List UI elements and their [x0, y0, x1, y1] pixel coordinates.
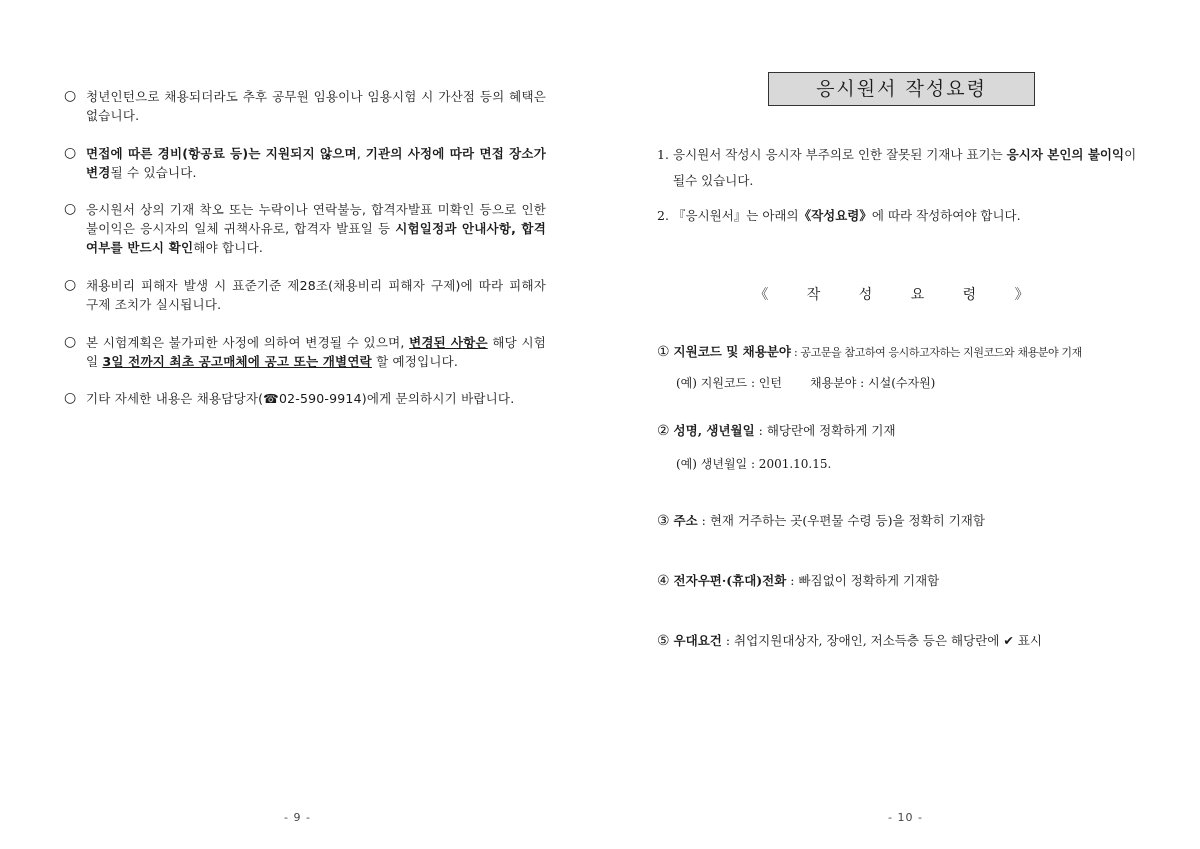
- notice-text: 기타 자세한 내용은 채용담당자(☎02-590-9914)에게 문의하시기 바랍니다.: [86, 391, 515, 406]
- guide-item-4: [657, 572, 1157, 590]
- guide-item-1: [657, 343, 1157, 362]
- circled-number: ④: [657, 573, 670, 589]
- notice-item-4: [64, 276, 546, 314]
- circle-bullet-icon: ○: [64, 145, 77, 161]
- intro-bold-text: 응시자 본인의 불이익: [1006, 147, 1125, 162]
- notice-text: 청년인턴으로 채용되더라도 추후 공무원 임용이나 임용시험 시 가산점 등의 혜택은 없습니다.: [86, 89, 546, 123]
- notice-bold-text: 시험일정과 안내사항, 합격여부를 반드시 확인: [86, 221, 546, 255]
- notice-text: 응시원서 상의 기재 착오 또는 누락이나 연락불능, 합격자발표 미확인 등으로 인한 불이익은 응시자의 일체 귀책사유로, 합격자 발표일 등: [86, 202, 546, 236]
- page-number: - 9 -: [284, 811, 311, 824]
- guide-description: : 해당란에 정확하게 기재: [754, 423, 896, 438]
- notice-text: 될 수 있습니다.: [110, 165, 197, 180]
- notice-text: 해당 시험일: [86, 335, 546, 369]
- notice-text: 본 시험계획은 불가피한 사정에 의하여 변경될 수 있으며,: [86, 335, 410, 350]
- intro-number: 1.: [657, 147, 669, 162]
- circle-bullet-icon: ○: [64, 277, 77, 293]
- guide-description: : 공고문을 참고하여 응시하고자하는 지원코드와 채용분야 기재: [790, 346, 1082, 359]
- page-title: 응시원서 작성요령: [768, 72, 1035, 106]
- intro-item-2: [657, 203, 1147, 229]
- section-heading: 《 작 성 요 령 》: [754, 287, 1046, 303]
- notice-item-3: [64, 200, 546, 257]
- intro-text: 『응시원서』는 아래의: [673, 208, 799, 223]
- circle-bullet-icon: ○: [64, 88, 77, 104]
- guide-label: 주소: [673, 513, 698, 528]
- circle-bullet-icon: ○: [64, 390, 77, 406]
- notice-underlined-text: 3일 전까지 최초 공고매체에 공고 또는 개별연락: [102, 354, 372, 369]
- notice-item-2: [64, 144, 546, 182]
- example-text: (예) 지원코드 : 인턴: [676, 376, 782, 390]
- notice-text: ,: [356, 146, 366, 161]
- guide-description: : 현재 거주하는 곳(우편물 수령 등)을 정확히 기재함: [697, 513, 985, 528]
- circle-bullet-icon: ○: [64, 334, 77, 350]
- guide-label: 전자우편·(휴대)전화: [673, 573, 787, 588]
- notice-item-5: [64, 333, 546, 371]
- intro-text: 이 될수 있습니다.: [673, 147, 1137, 188]
- page-number: - 10 -: [888, 811, 923, 824]
- notice-bold-text: 기관의 사정에 따라 면접 장소가 변경: [86, 146, 546, 180]
- notice-text: 채용비리 피해자 발생 시 표준기준 제28조(채용비리 피해자 구제)에 따라 피해자 구제 조치가 실시됩니다.: [86, 278, 546, 312]
- guide-item-5: [657, 632, 1157, 650]
- circled-number: ②: [657, 423, 670, 439]
- circle-bullet-icon: ○: [64, 201, 77, 217]
- guide-item-2: [657, 422, 1157, 440]
- intro-number: 2.: [657, 208, 669, 223]
- guide-label: 우대요건: [673, 633, 722, 648]
- circled-number: ③: [657, 513, 670, 529]
- guide-example-2: [676, 455, 831, 472]
- circled-number: ⑤: [657, 633, 670, 649]
- intro-text: 에 따라 작성하여야 합니다.: [871, 208, 1021, 223]
- intro-bold-text: 《작성요령》: [798, 208, 872, 223]
- intro-text: 응시원서 작성시 응시자 부주의로 인한 잘못된 기재나 표기는: [673, 147, 1007, 162]
- notice-item-1: [64, 87, 546, 125]
- guide-label: 지원코드 및 채용분야: [673, 344, 791, 359]
- example-text: 채용분야 : 시설(수자원): [810, 376, 936, 390]
- notice-underlined-text: 변경된 사항은: [409, 335, 488, 350]
- guide-description: : 빠짐없이 정확하게 기재함: [786, 573, 940, 588]
- example-text: (예) 생년월일 : 2001.10.15.: [676, 457, 832, 471]
- intro-item-1: [657, 142, 1147, 194]
- notice-text: 할 예정입니다.: [371, 354, 459, 369]
- guide-description: : 취업지원대상자, 장애인, 저소득층 등은 해당란에 ✔ 표시: [721, 633, 1042, 648]
- guide-example-1: [676, 374, 935, 391]
- notice-text: 해야 합니다.: [193, 240, 264, 255]
- right-page: [600, 0, 1200, 849]
- guide-item-3: [657, 512, 1157, 530]
- circled-number: ①: [657, 344, 670, 360]
- notice-item-6: [64, 389, 546, 408]
- guide-label: 성명, 생년월일: [673, 423, 755, 438]
- notice-bold-text: 면접에 따른 경비(항공료 등)는 지원되지 않으며: [86, 146, 357, 161]
